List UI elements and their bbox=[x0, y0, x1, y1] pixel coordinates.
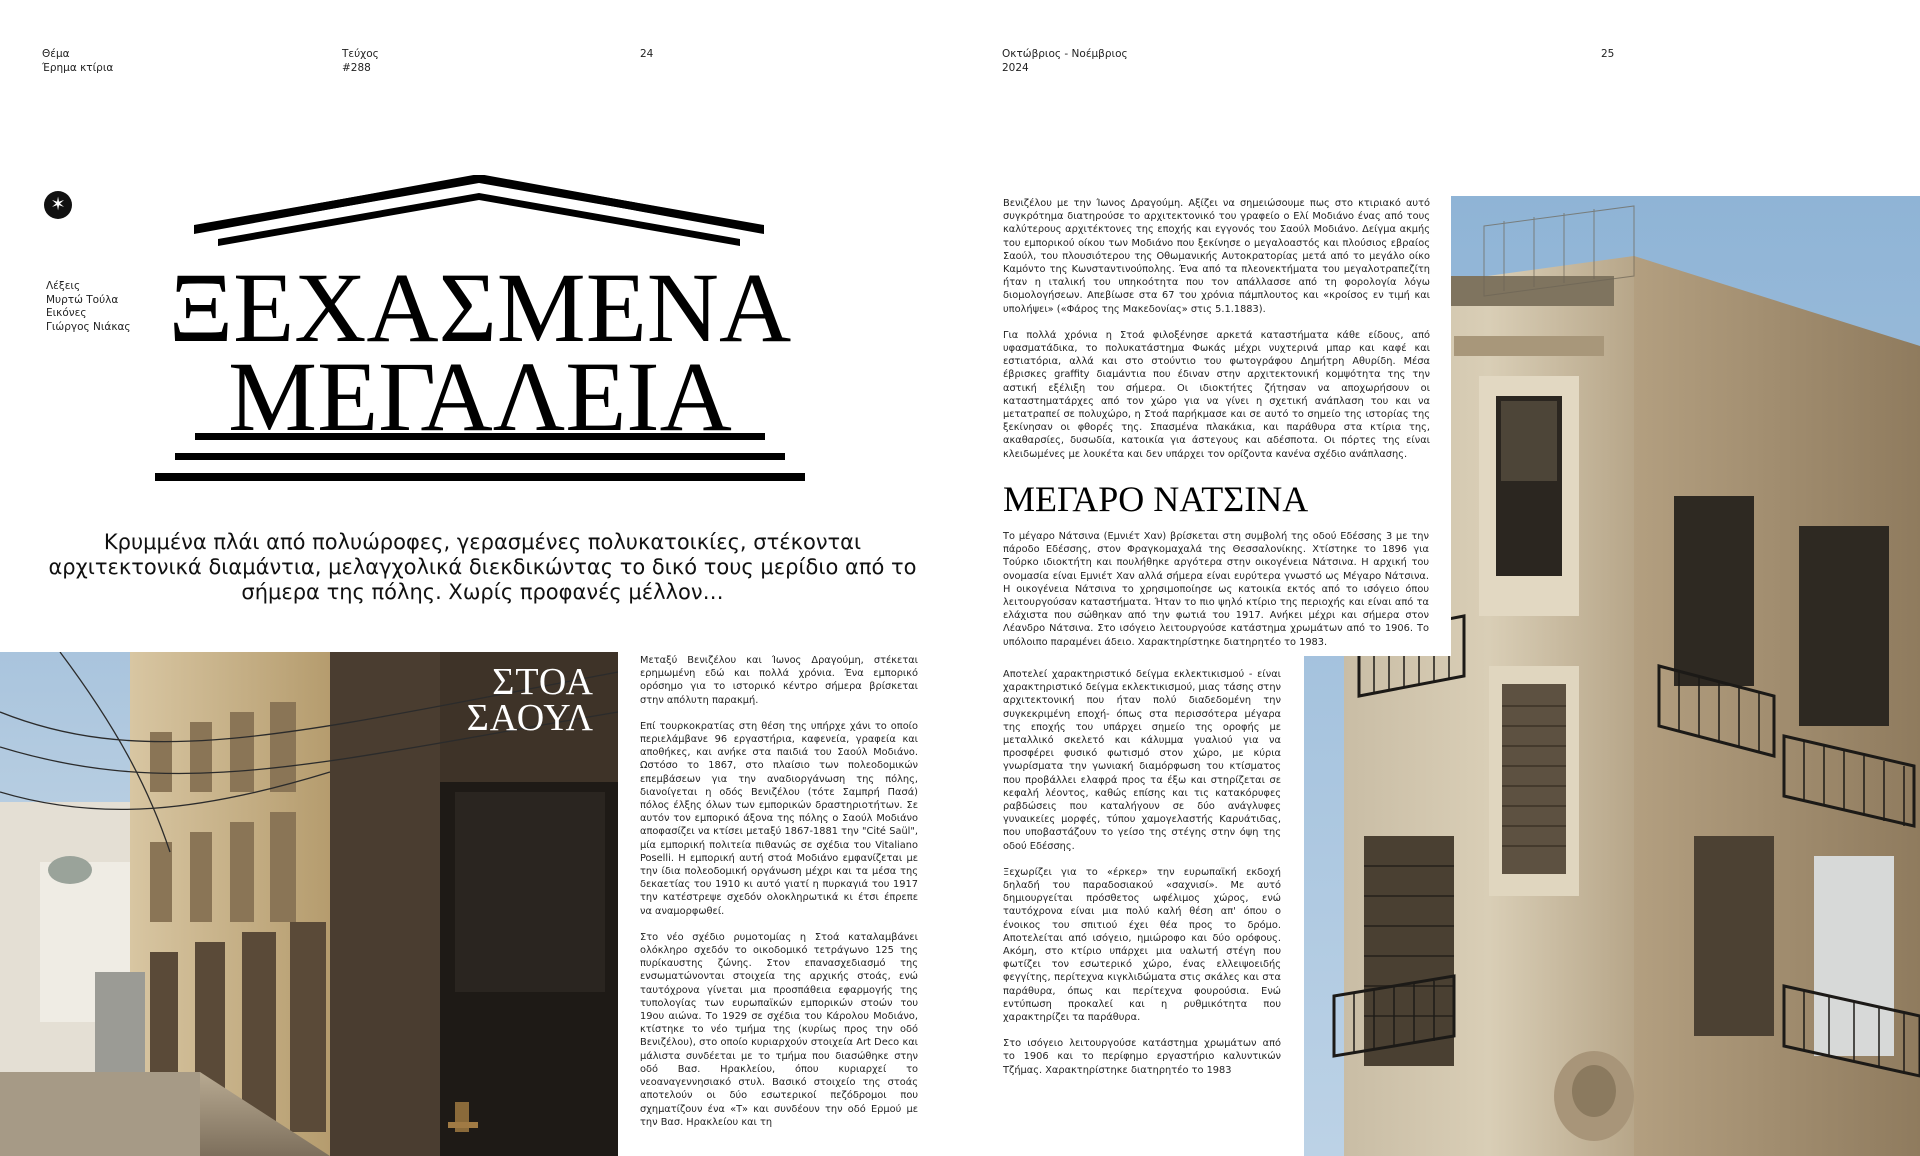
header-date-label: Οκτώβριος - Νοέμβριος bbox=[1002, 48, 1128, 60]
credits-images-label: Εικόνες bbox=[46, 307, 87, 319]
star-badge-icon: ✶ bbox=[44, 191, 72, 219]
natsina-text-top bbox=[1003, 530, 1429, 662]
natsina-paragraph-2: Αποτελεί χαρακτηριστικό δείγμα εκλεκτικισμού - είναι χαρακτηριστικό δείγμα εκλεκτικισμού, μιας τάσης στην αρχιτεκτονική που ήταν πολύ διαδεδομένη την συγκεκριμένη εποχή- όπως στα περισσότερα μέγαρα της εποχής του υπάρχει σημείο της οροφής με μεταλλικό σκελετό και κάλυμμα γυαλιού για να προσφέρει φυσικό φωτισμό στον χώρο, με κύρια γνωρίσματα την γωνιακή διαμόρφωση του κτίσματος που προβάλλει ελαφρά προς τα έξω και στηρίζεται σε κεφαλή λέοντος, καθώς επίσης και τις κατακόρυφες ραβδώσεις που καταλήγουν σε δύο ανάγλυφες γυναικείες μορφές, τύπου χαμογελαστής Καρυάτιδας, που υποβαστάζουν το γείσο της στέγης στην όψη της οδού Εδέσσης. bbox=[1003, 669, 1281, 852]
stoa-paragraph-3: Στο νέο σχέδιο ρυμοτομίας η Στοά καταλαμβάνει ολόκληρο σχεδόν το οικοδομικό τετράγωνο 125 της πυρίκαυστης ζώνης. Στον επανασχεδιασμό της ενσωματώνονται στοιχεία της αρχικής στοάς, ενώ ταυτόχρονα γίνεται μια προσπάθεια εφαρμογής της τυπολογίας των ευρωπαϊκών εμπορικών στοών του 19ου αιώνα. Το 1929 σε σχέδια του Κάρολου Μοδιάνο, κτίστηκε το νέο τμήμα της (κυρίως προς την οδό Βενιζέλου), στο οποίο κυριαρχούν στοιχεία Art Deco και μάλιστα συνδέεται με το τμήμα που διασώθηκε στην οδό Βασ. Ηρακλείου, όπου κυριαρχεί το νεοαναγεννησιακό στυλ. Βασικό στοιχείο της στοάς αποτελούν οι δύο εσωτερικοί πεζόδρομοι που σχηματίζουν ένα «Τ» και συνδέουν την οδό Ερμού με την Βασ. Ηρακλείου και τη bbox=[640, 931, 918, 1128]
header-section bbox=[42, 47, 113, 75]
continued-text-column bbox=[1003, 197, 1430, 474]
stoa-paragraph-2: Επί τουρκοκρατίας στη θέση της υπήρχε χάνι το οποίο περιελάμβανε 96 εργαστήρια, καφενεία, γραφεία και αποθήκες, και ανήκε στα παιδιά του Σαούλ Μοδιάνο. Ωστόσο το 1867, στο πλαίσιο των πολεοδομικών επεμβάσεων για την αναδιοργάνωση της πόλης, διανοίγεται η οδός Βενιζέλου (τότε Σαμπρή Πασά) πόλος έλξης όλων των εμπορικών δραστηριοτήτων. Σε αυτόν τον εμπορικό άξονα της πόλης ο Σαούλ Μοδιάνο αποφασίζει να κτίσει μεταξύ 1867-1881 την "Cité Saül", μία εμπορική πολιτεία πιθανώς σε σχέδια του Vitaliano Poselli. Η εμπορική αυτή στοά Μοδιάνο εμφανίζεται με την ίδια πολεοδομική οργάνωση μέχρι και τα μέσα της δεκαετίας του 1910 κι αυτό γιατί η πυρκαγιά του 1917 την κατέστρεψε σχεδόν ολοκληρωτικά κι έτσι έπρεπε να αναμορφωθεί. bbox=[640, 720, 918, 917]
megaro-natsina-title: ΜΕΓΑΡΟ ΝΑΤΣΙΝΑ bbox=[1003, 479, 1309, 519]
page-number-right: 25 bbox=[1601, 48, 1615, 60]
header-section-value: Έρημα κτίρια bbox=[42, 62, 114, 74]
title-line-1: ΞΕΧΑΣΜΕΝΑ bbox=[168, 252, 792, 363]
header-issue bbox=[342, 47, 379, 75]
natsina-paragraph-3: Ξεχωρίζει για το «έρκερ» την ευρωπαϊκή εκδοχή δηλαδή του παραδοσιακού «σαχνισί». Με αυτό δημιουργείται πρόσθετος ωφέλιμος χώρος, ενώ ταυτόχρονα είναι μια πολύ καλή θέση απ' όπου ο ένοικος του σπιτιού έχει θέα προς το δρόμο. Αποτελείται από ισόγειο, ημιώροφο και δύο ορόφους. Ακόμη, στο κτίριο υπάρχει μια υαλωτή στέγη που φωτίζει τον εσωτερικό χώρο, ένας ελλειψοειδής φεγγίτης, περίτεχνα κιγκλιδώματα στις σκάλες και στα παράθυρα, όπως και περίτεχνα φουρούσια. Ενώ εντύπωση προκαλεί και η ρυθμικότητα που χαρακτηρίζει τα παράθυρα. bbox=[1003, 866, 1281, 1024]
header-date bbox=[1002, 47, 1128, 75]
header-date-value: 2024 bbox=[1002, 62, 1029, 74]
stoa-saoul-photo bbox=[0, 652, 618, 1156]
header-issue-label: Τεύχος bbox=[342, 48, 379, 60]
header-issue-value: #288 bbox=[342, 62, 371, 74]
natsina-paragraph-4: Στο ισόγειο λειτουργούσε κατάστημα χρωμάτων από το 1906 και το περίφημο εργαστήριο καλυντικών Τζήμας. Χαρακτηρίστηκε διατηρητέο το 1983 bbox=[1003, 1038, 1281, 1076]
credits bbox=[46, 280, 131, 334]
natsina-text-column bbox=[1003, 668, 1281, 1090]
stoa-saoul-title bbox=[466, 661, 594, 739]
stoa-paragraph-1: Μεταξύ Βενιζέλου και Ίωνος Δραγούμη, στέκεται ερημωμένη εδώ και πολλά χρόνια. Ένα εμπορικό ορόσημο για το ιστορικό κέντρο σήμερα βρίσκεται στην απόλυτη παρακμή. bbox=[640, 655, 918, 706]
credits-words-author: Μυρτώ Τούλα bbox=[46, 293, 119, 306]
subtitle: Κρυμμένα πλάι από πολυώροφες, γερασμένες πολυκατοικίες, στέκονται αρχιτεκτονικά διαμάντια, μελαγχολικά διεκδικώντας το δικό τους μερίδιο από το σήμερα της πόλης. Χωρίς προφανές μέλλον… bbox=[48, 530, 917, 604]
title-line-2: ΜΕΓΑΛΕΙΑ bbox=[228, 341, 732, 452]
page-number-left: 24 bbox=[640, 48, 654, 60]
continued-paragraph-2: Για πολλά χρόνια η Στοά φιλοξένησε αρκετά καταστήματα κάθε είδους, από υφασματάδικα, το πολυκατάστημα Φωκάς μέχρι νυχτερινά μπαρ και καφέ και εστιατόρια, αλλά και στο στούντιο του φωτογράφου Δημήτρη Αθυρίδη. Μέσα έβρισκες graffity διαμάντια που έδιναν στην αρχιτεκτονική κομψότητα της την αστική εξέλιξη του σήμερα. Οι ιδιοκτήτες ζήτησαν να αποχωρήσουν οι καταστηματάρχες από τον χώρο για να γίνει η σχετική ανάπλαση του και να μετατραπεί σε πολυχώρο, η Στοά παρήκμασε και σε αυτό το σημείο της ιστορίας της ξεκίνησαν οι φθορές της. Σπασμένα πλακάκια, και παράθυρα στα κτίρια της, ακαθαρσίες, δυσωδία, κατοικία για άστεγους και αδέσποτα. Οι πόρτες της είναι κλειδωμένες με λουκέτα και δεν υπάρχει τον ορίζοντα κανένα σχέδιο ανάπλασης. bbox=[1003, 329, 1430, 460]
base-bar-2 bbox=[175, 453, 785, 460]
base-bar-3 bbox=[155, 473, 805, 481]
continued-paragraph-1: Βενιζέλου με την Ίωνος Δραγούμη. Αξίζει να σημειώσουμε πως στο κτιριακό αυτό συγκρότημα διατηρούσε το αρχιτεκτονικό του γραφείο ο Ελί Μοδιάνο ένας από τους καλύτερους αρχιτέκτονες της εποχής και εγγονός του Σαούλ Μοδιάνο. Δείγμα ακμής του εμπορικού οίκου των Μοδιάνο που ξεκίνησε ο μεγαλοαστός και πλούσιος εβραίος Σαούλ, του πλουσιότερου της Οθωμανικής Αυτοκρατορίας μετά από το μεγάλο οίκο Καμόντο της Κωνσταντινούπολης. Ένα από τα πλεονεκτήματα του μεγαλοτραπεζίτη ήταν η ιταλική του υπηκοότητα που τον απάλλασσε από τη φορολογία λόγω διομολογήσεων. Απεβίωσε στα 67 του χρόνια πάμπλουτος και «κροίσος εν τιμή και υπολήψει» («Φάρος της Μακεδονίας» στις 5.1.1883). bbox=[1003, 198, 1430, 315]
header-section-label: Θέμα bbox=[42, 48, 70, 60]
stoa-title-line-2: ΣΑΟΥΛ bbox=[466, 697, 594, 739]
natsina-paragraph-1: Το μέγαρο Νάτσινα (Εμνιέτ Χαν) βρίσκεται στη συμβολή της οδού Εδέσσης 3 με την πάροδο Εδέσσης, στον Φραγκομαχαλά της Θεσσαλονίκης. Χτίστηκε το 1896 για Τούρκο ιδιοκτήτη και πουλήθηκε αργότερα στην οικογένεια Νάτσινα. Η αρχική του ονομασία είναι Εμνιέτ Χαν αλλά σήμερα είναι ευρύτερα γνωστό ως Μέγαρο Νάτσινα. Η οικογένεια Νάτσινα το χρησιμοποίησε ως κατοικία εκτός από το ισόγειο όπου λειτουργούσαν καταστήματα. Ήταν το πιο ψηλό κτίριο της περιοχής και είναι από τα ελάχιστα που σώθηκαν από την φωτιά του 1917. Ανήκει μέχρι και σήμερα στον Λέανδρο Νάτσινα. Στο ισόγειο λειτουργούσε κατάστημα χρωμάτων από το 1906. Το υπόλοιπο παραμένει άδειο. Χαρακτηρίστηκε διατηρητέο το 1983. bbox=[1003, 531, 1429, 648]
credits-images-author: Γιώργος Νιάκας bbox=[46, 320, 131, 333]
stoa-title-line-1: ΣΤΟΑ bbox=[492, 661, 594, 703]
stoa-text-column bbox=[640, 654, 918, 1142]
credits-words-label: Λέξεις bbox=[46, 280, 81, 292]
